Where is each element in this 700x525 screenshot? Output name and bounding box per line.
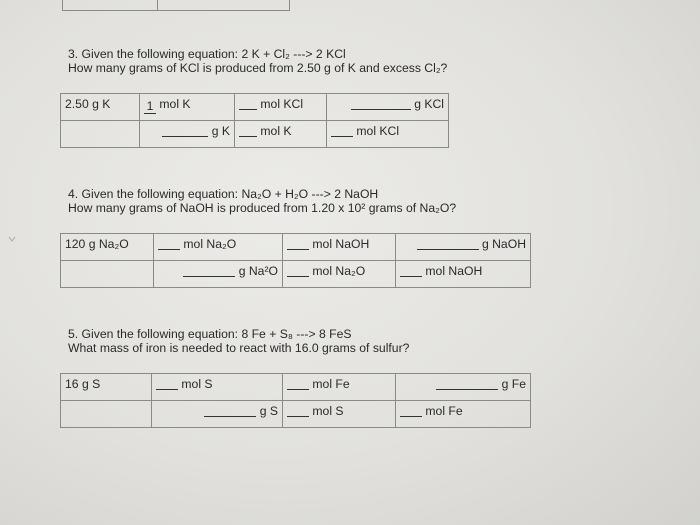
question-3 bbox=[68, 47, 447, 75]
table-cell: g K bbox=[140, 121, 235, 148]
table-cell bbox=[61, 121, 140, 148]
question-5 bbox=[68, 327, 409, 355]
table-cell: g KCl bbox=[327, 94, 449, 121]
previous-problem-table-edge bbox=[62, 0, 290, 11]
table-row bbox=[61, 234, 531, 261]
table-cell: mol Na₂O bbox=[283, 261, 396, 288]
table-row bbox=[61, 94, 449, 121]
table-cell: 1 mol K bbox=[140, 94, 235, 121]
table-cell: g S bbox=[152, 401, 283, 428]
table-cell: mol S bbox=[152, 374, 283, 401]
question-5-factor-label-table bbox=[60, 373, 531, 428]
question-4-factor-label-table bbox=[60, 233, 531, 288]
table-row bbox=[61, 261, 531, 288]
table-cell: 2.50 g K bbox=[61, 94, 140, 121]
table-cell: mol NaOH bbox=[283, 234, 396, 261]
question-4 bbox=[68, 187, 456, 215]
question-3-factor-label-table bbox=[60, 93, 449, 148]
question-4-prompt: How many grams of NaOH is produced from 1.20 x 10² grams of Na₂O? bbox=[68, 201, 457, 215]
table-cell: mol K bbox=[235, 121, 327, 148]
table-row bbox=[61, 401, 531, 428]
table-cell: mol S bbox=[283, 401, 396, 428]
table-cell: mol KCl bbox=[235, 94, 327, 121]
table-cell: 120 g Na₂O bbox=[61, 234, 154, 261]
table-cell: g Fe bbox=[396, 374, 531, 401]
table-cell: g NaOH bbox=[396, 234, 531, 261]
question-4-equation: 4. Given the following equation: Na₂O + H₂O ---> 2 NaOH bbox=[68, 187, 379, 201]
table-cell: mol NaOH bbox=[396, 261, 531, 288]
table-cell bbox=[61, 261, 154, 288]
table-cell: mol Na₂O bbox=[154, 234, 283, 261]
table-cell: mol Fe bbox=[396, 401, 531, 428]
question-5-equation: 5. Given the following equation: 8 Fe + S₈ ---> 8 FeS bbox=[68, 327, 352, 341]
table-cell: g Na²O bbox=[154, 261, 283, 288]
question-3-prompt: How many grams of KCl is produced from 2.50 g of K and excess Cl₂? bbox=[68, 61, 448, 75]
table-cell: mol Fe bbox=[283, 374, 396, 401]
table-row bbox=[61, 121, 449, 148]
question-5-prompt: What mass of iron is needed to react with 16.0 grams of sulfur? bbox=[68, 341, 410, 355]
table-cell: 16 g S bbox=[61, 374, 152, 401]
table-cell bbox=[61, 401, 152, 428]
table-cell: mol KCl bbox=[327, 121, 449, 148]
table-row bbox=[61, 374, 531, 401]
question-3-equation: 3. Given the following equation: 2 K + Cl₂ ---> 2 KCl bbox=[68, 47, 346, 61]
margin-mark-icon bbox=[8, 236, 16, 242]
